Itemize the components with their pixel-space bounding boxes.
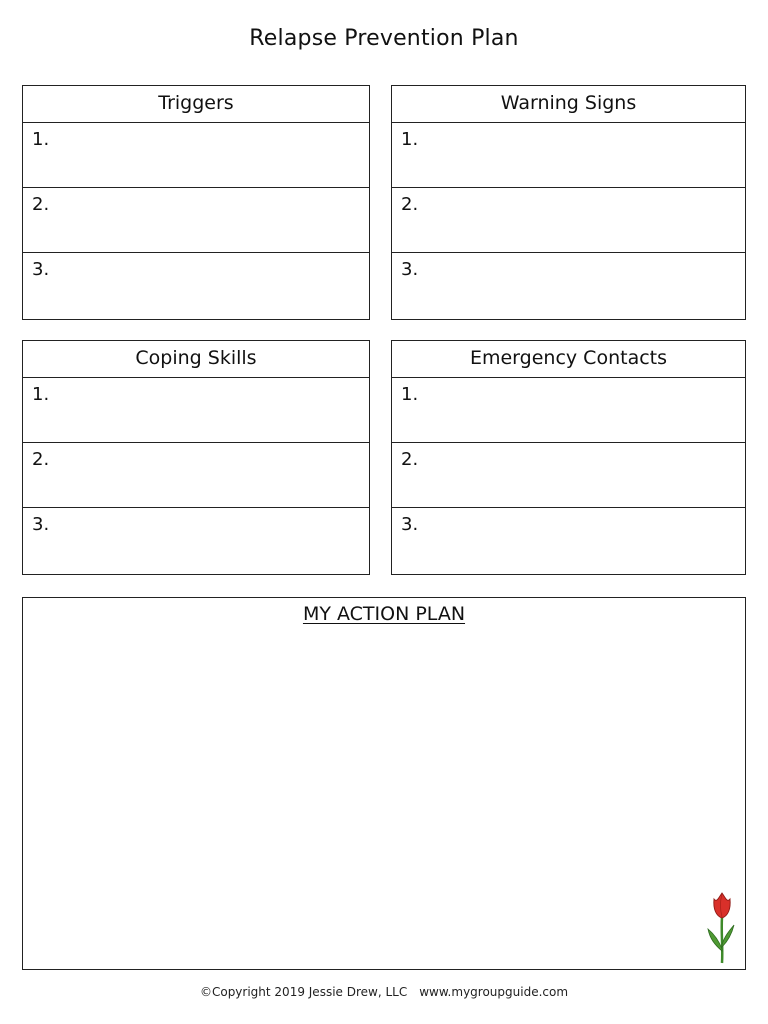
coping-skills-heading: Coping Skills [23,341,369,378]
emergency-contacts-item-1[interactable]: 1. [392,378,745,443]
emergency-contacts-item-3[interactable]: 3. [401,514,419,535]
warning-signs-item-1[interactable]: 1. [392,123,745,188]
footer [0,985,768,999]
warning-signs-heading: Warning Signs [392,86,745,123]
website-link[interactable]: www.mygroupguide.com [419,985,569,999]
emergency-contacts-item-2[interactable]: 2. [392,443,745,508]
triggers-item-2[interactable]: 2. [23,188,369,253]
page-title: Relapse Prevention Plan [249,26,519,51]
warning-signs-item-2[interactable]: 2. [392,188,745,253]
triggers-item-1[interactable]: 1. [23,123,369,188]
action-plan-heading: MY ACTION PLAN [302,603,466,625]
emergency-contacts-box [391,340,746,575]
coping-skills-box [22,340,370,575]
warning-signs-box [391,85,746,320]
warning-signs-item-3[interactable]: 3. [401,259,419,280]
coping-skills-item-1[interactable]: 1. [23,378,369,443]
coping-skills-item-3[interactable]: 3. [32,514,50,535]
triggers-item-3[interactable]: 3. [32,259,50,280]
tulip-icon [705,889,739,965]
action-plan-box[interactable] [22,597,746,970]
triggers-heading: Triggers [23,86,369,123]
triggers-box [22,85,370,320]
coping-skills-item-2[interactable]: 2. [23,443,369,508]
emergency-contacts-heading: Emergency Contacts [392,341,745,378]
copyright-text: ©Copyright 2019 Jessie Drew, LLC [199,985,408,999]
